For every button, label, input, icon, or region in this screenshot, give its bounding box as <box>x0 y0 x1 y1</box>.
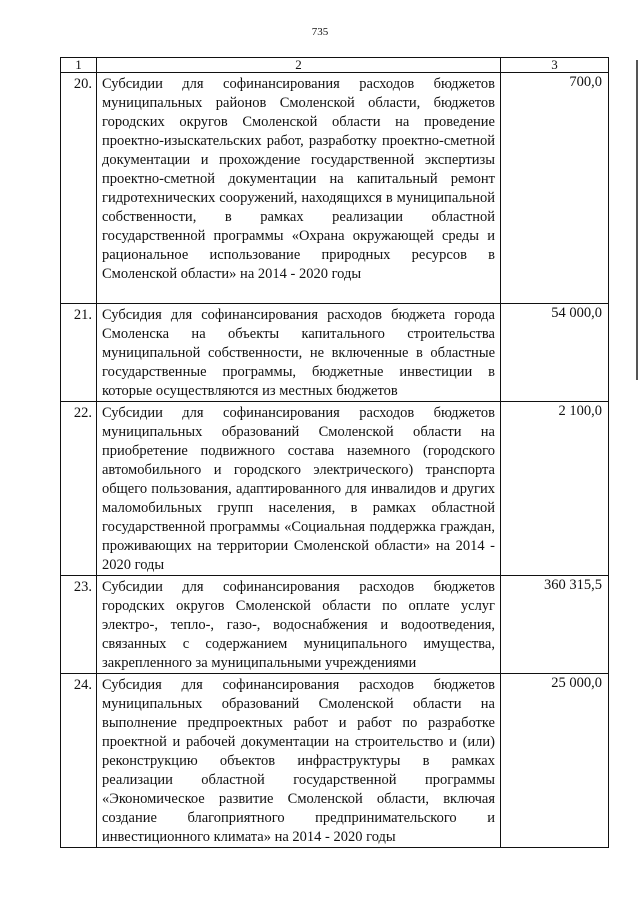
row-amount: 360 315,5 <box>501 576 609 674</box>
column-header-1: 1 <box>61 58 97 73</box>
row-description: Субсидия для софинансирования расходов бюджета города Смоленска на объекты капитального строительства муниципальной собственности, не включенные в областные государственные программы, бюджетные инвестиции в которые осуществляются из местных бюджетов <box>97 304 501 402</box>
row-number: 21. <box>61 304 97 402</box>
table-row <box>61 674 609 848</box>
table-row <box>61 304 609 402</box>
row-amount: 54 000,0 <box>501 304 609 402</box>
row-number: 20. <box>61 73 97 304</box>
table-row <box>61 576 609 674</box>
row-number: 24. <box>61 674 97 848</box>
column-header-2: 2 <box>97 58 501 73</box>
page-number: 735 <box>311 26 329 38</box>
scan-edge-line <box>636 60 638 380</box>
table-row <box>61 73 609 304</box>
row-description: Субсидия для софинансирования расходов бюджетов муниципальных образований Смоленской области на выполнение предпроектных работ и работ по разработке проектной и рабочей документации на строительство и (или) реконструкцию объектов инфраструктуры в рамках реализации областной государственной программы «Экономическое развитие Смоленской области, включая создание благоприятного предпринимательского и инвестиционного климата» на 2014 - 2020 годы <box>97 674 501 848</box>
subsidy-table <box>60 57 609 848</box>
table-header-row <box>61 58 609 73</box>
table-row <box>61 402 609 576</box>
row-number: 22. <box>61 402 97 576</box>
column-header-3: 3 <box>501 58 609 73</box>
row-description: Субсидии для софинансирования расходов бюджетов муниципальных образований Смоленской области на приобретение подвижного состава наземного (городского автомобильного и городского электрического) транспорта общего пользования, адаптированного для инвалидов и других маломобильных групп населения, в рамках областной государственной программы «Социальная поддержка граждан, проживающих на территории Смоленской области» на 2014 - 2020 годы <box>97 402 501 576</box>
row-number: 23. <box>61 576 97 674</box>
row-description: Субсидии для софинансирования расходов бюджетов муниципальных районов Смоленской области, бюджетов городских округов Смоленской области на проведение проектно-изыскательских работ, разработку проектно-сметной документации и прохождение государственной экспертизы проектно-сметной документации на капитальный ремонт гидротехнических сооружений, находящихся в муниципальной собственности, в рамках реализации областной государственной программы «Охрана окружающей среды и рациональное использование природных ресурсов в Смоленской области» на 2014 - 2020 годы <box>97 73 501 304</box>
row-amount: 2 100,0 <box>501 402 609 576</box>
row-description: Субсидии для софинансирования расходов бюджетов городских округов Смоленской области по оплате услуг электро-, тепло-, газо-, водоснабжения и водоотведения, связанных с содержанием муниципального имущества, закрепленного за муниципальными учреждениями <box>97 576 501 674</box>
row-amount: 700,0 <box>501 73 609 304</box>
row-amount: 25 000,0 <box>501 674 609 848</box>
